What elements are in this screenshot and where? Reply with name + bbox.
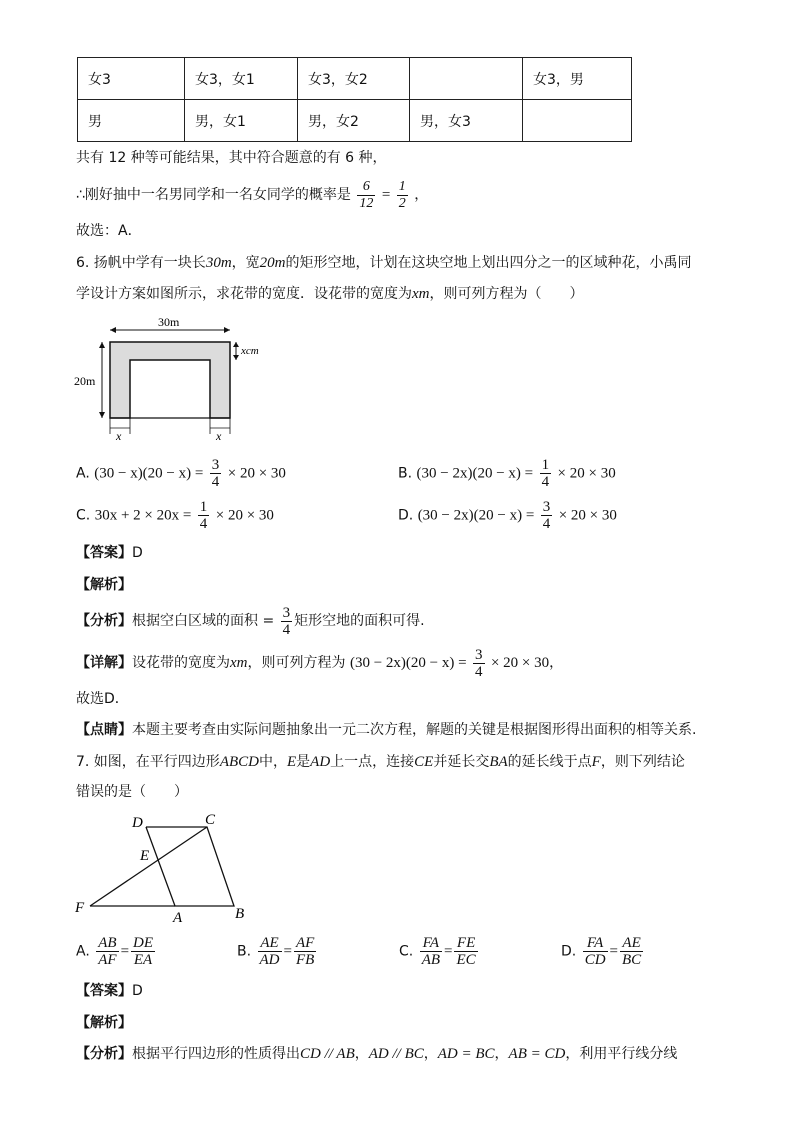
table-row	[78, 100, 632, 142]
math-text: BA	[489, 754, 508, 770]
table-cell: 男，女3	[410, 100, 523, 142]
table-cell: 女3，男	[523, 58, 632, 100]
table-cell: 女3	[78, 58, 185, 100]
analysis-tag: 【解析】	[76, 577, 132, 593]
fraction	[131, 935, 155, 968]
option-b: B. $\frac{AE}{AD}$ = $\frac{AF}{FB}$	[237, 935, 315, 968]
denominator: 12	[359, 195, 374, 211]
analysis-tag: 【解析】	[76, 1015, 132, 1031]
punctuation: ，	[549, 655, 564, 671]
numerator: 3	[542, 499, 551, 515]
answer-tag: 【答案】	[76, 545, 132, 561]
numerator: 1	[398, 178, 406, 194]
table-cell: 男，女1	[185, 100, 298, 142]
q6-fenxi	[76, 603, 425, 639]
point-f-label: F	[75, 900, 85, 916]
denominator: CD	[584, 952, 606, 968]
option-expression: (30 − 2x)(20 − x) =	[417, 507, 535, 524]
math-text: xm	[412, 286, 430, 302]
q6-rectangle-figure	[70, 312, 280, 444]
point-e-label: E	[140, 848, 150, 864]
option-letter: A.	[76, 465, 90, 482]
text: ，	[423, 1046, 438, 1062]
denominator: FB	[295, 952, 315, 968]
denominator: 4	[475, 663, 483, 680]
option-letter: A.	[76, 943, 90, 960]
text: ，宽	[231, 255, 260, 271]
text: 是	[296, 754, 311, 770]
q5-choose: 故选：A．	[76, 223, 142, 239]
q5-probability-text: ∴刚好抽中一名男同学和一名女同学的概率是	[76, 187, 351, 203]
left-label: 20m	[74, 374, 96, 388]
point-a-label: A	[173, 910, 183, 926]
denominator: AF	[98, 952, 117, 968]
fraction	[541, 499, 553, 532]
q6-answer	[76, 543, 143, 563]
bottom-left-label: x	[116, 429, 122, 443]
fraction	[397, 179, 408, 212]
option-c	[76, 499, 274, 532]
option-letter: B.	[398, 465, 413, 482]
outcome-table	[77, 57, 632, 142]
q6-stem-line2	[76, 284, 584, 304]
denominator: BC	[622, 952, 642, 968]
line-fc	[90, 827, 207, 906]
fraction	[198, 499, 210, 532]
text: ，则下列结论	[600, 754, 685, 770]
text: 6. 扬帆中学有一块长	[76, 255, 206, 271]
option-expression: × 20 × 30	[215, 507, 274, 524]
math-text: 30m	[205, 255, 232, 271]
option-letter: C.	[399, 943, 414, 960]
numerator: AE	[620, 935, 643, 952]
q5-probability-line	[76, 176, 428, 214]
text: ，则可列方程为	[247, 655, 346, 671]
denominator: AD	[259, 952, 280, 968]
denominator: AB	[421, 952, 441, 968]
fraction	[357, 179, 375, 212]
option-letter: D.	[561, 943, 577, 960]
fraction	[454, 935, 477, 968]
math-text: AD	[310, 754, 331, 770]
text: 矩形空地的面积可得.	[294, 613, 425, 629]
q6-detail	[76, 645, 563, 681]
punctuation: ，	[414, 187, 429, 203]
fraction	[210, 457, 222, 490]
numerator: 6	[357, 179, 375, 196]
fraction	[96, 935, 118, 968]
numerator: 3	[211, 457, 220, 473]
math-text: AD = BC	[437, 1046, 495, 1062]
top-label: 30m	[158, 315, 180, 329]
fraction	[420, 935, 442, 968]
table-cell	[410, 58, 523, 100]
math-text: AB = CD	[508, 1046, 566, 1062]
denominator: 2	[398, 195, 406, 211]
equation: × 20 × 30	[490, 655, 550, 671]
equation: (30 − 2x)(20 − x) =	[349, 655, 467, 671]
numerator: DE	[133, 935, 154, 951]
option-expression: (30 − x)(20 − x) =	[94, 465, 204, 482]
fraction	[620, 935, 643, 968]
text: 的延长线于点	[507, 754, 592, 770]
q6-stem-line1	[76, 253, 692, 273]
flower-band	[110, 342, 230, 418]
table-cell	[523, 100, 632, 142]
answer-tag: 【答案】	[76, 983, 132, 999]
text: 根据平行四边形的性质得出	[132, 1046, 300, 1062]
fraction	[583, 935, 608, 968]
q6-comment	[76, 720, 696, 740]
fraction	[281, 605, 293, 638]
option-a: A. $\frac{AB}{AF}$ = $\frac{DE}{EA}$	[76, 935, 154, 968]
table-cell: 女3，女2	[298, 58, 410, 100]
table-cell: 男	[78, 100, 185, 142]
denominator: 4	[211, 474, 220, 490]
option-expression: × 20 × 30	[557, 465, 616, 482]
text: 学设计方案如图所示，求花带的宽度．设花带的宽度为	[76, 286, 412, 302]
fraction	[540, 457, 552, 490]
math-text: E	[286, 754, 297, 770]
option-letter: C.	[76, 507, 91, 524]
text: 7. 如图，在平行四边形	[76, 754, 220, 770]
denominator: 4	[541, 474, 550, 490]
point-d-label: D	[132, 815, 143, 831]
option-c: C. $\frac{FA}{AB}$ = $\frac{FE}{EC}$	[399, 935, 476, 968]
option-expression: × 20 × 30	[227, 465, 286, 482]
option-b	[398, 457, 616, 490]
q7-fenxi	[76, 1044, 677, 1064]
option-expression: × 20 × 30	[558, 507, 617, 524]
answer-value: D	[132, 545, 143, 561]
denominator: 4	[542, 516, 551, 532]
equals-sign: =	[381, 187, 391, 203]
text: 设花带的宽度为	[132, 655, 230, 671]
option-expression: (30 − 2x)(20 − x) =	[416, 465, 534, 482]
q7-parallelogram-figure	[70, 810, 260, 928]
denominator: EC	[456, 952, 476, 968]
text: ，	[354, 1046, 369, 1062]
q6-analysis-tag	[76, 575, 132, 595]
numerator: 3	[282, 604, 291, 621]
q6-choose: 故选D．	[76, 691, 129, 707]
point-c-label: C	[205, 812, 216, 828]
text: 根据空白区域的面积 =	[132, 613, 275, 629]
table-row	[78, 58, 632, 100]
math-text: xm	[230, 655, 248, 671]
q5-result-line: 共有 12 种等可能结果，其中符合题意的有 6 种，	[76, 150, 387, 166]
fenxi-tag: 【分析】	[76, 1046, 132, 1062]
math-text: F	[591, 754, 601, 770]
bottom-right-label: x	[216, 429, 222, 443]
fraction	[294, 935, 316, 968]
option-d: D. $\frac{FA}{CD}$ = $\frac{AE}{BC}$	[561, 935, 642, 968]
q7-answer	[76, 981, 143, 1001]
numerator: AB	[98, 935, 117, 951]
table-cell: 男，女2	[298, 100, 410, 142]
text: 中，	[258, 754, 287, 770]
text: ，则可列方程为（ ）	[429, 286, 584, 302]
q7-stem-line1	[76, 752, 685, 772]
math-text: ABCD	[219, 754, 259, 770]
option-letter: D.	[398, 507, 414, 524]
text: 的矩形空地，计划在这块空地上划出四分之一的区域种花，小禹同	[285, 255, 692, 271]
math-text: CD // AB	[300, 1046, 355, 1062]
text: ，利用平行线分线	[565, 1046, 678, 1062]
text: 本题主要考查由实际问题抽象出一元二次方程，解题的关键是根据图形得出面积的相等关系.	[132, 722, 697, 738]
denominator: EA	[133, 952, 153, 968]
numerator: FA	[420, 935, 442, 952]
detail-tag: 【详解】	[76, 655, 132, 671]
point-b-label: B	[235, 906, 245, 922]
option-expression: 30x + 2 × 20x =	[94, 507, 192, 524]
numerator: 1	[199, 499, 208, 515]
math-text: AD // BC	[368, 1046, 424, 1062]
fraction	[473, 647, 485, 680]
numerator: 3	[475, 646, 483, 663]
comment-tag: 【点睛】	[76, 722, 132, 738]
option-a	[76, 457, 286, 490]
numerator: AF	[295, 935, 315, 951]
option-letter: B.	[237, 943, 252, 960]
numerator: 1	[541, 457, 550, 473]
answer-value: D	[132, 983, 143, 999]
right-label: xcm	[241, 345, 259, 357]
q7-analysis-tag	[76, 1013, 132, 1033]
q7-stem-line2: 错误的是（ ）	[76, 784, 188, 800]
option-d	[398, 499, 617, 532]
math-text: 20m	[259, 255, 286, 271]
table-cell: 女3，女1	[185, 58, 298, 100]
denominator: 4	[282, 621, 291, 638]
denominator: 4	[199, 516, 208, 532]
numerator: AE	[258, 935, 282, 952]
text: 并延长交	[433, 754, 490, 770]
numerator: FE	[454, 935, 477, 952]
text: ，	[494, 1046, 509, 1062]
fenxi-tag: 【分析】	[76, 613, 132, 629]
numerator: FA	[583, 935, 608, 952]
math-text: CE	[414, 754, 434, 770]
fraction	[258, 935, 282, 968]
text: 上一点，连接	[330, 754, 415, 770]
